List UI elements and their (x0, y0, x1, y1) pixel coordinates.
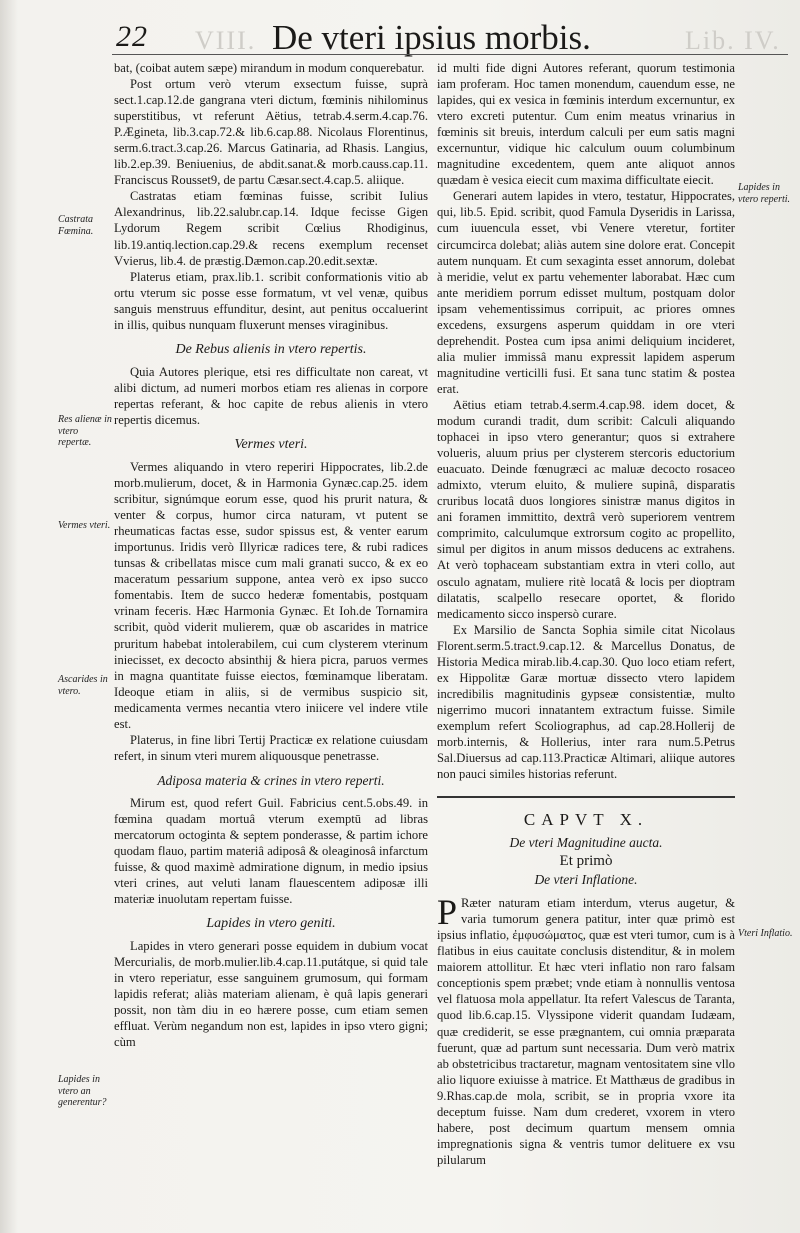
paragraph: bat, (coibat autem sæpe) mirandum in modum conquerebatur. (114, 61, 425, 75)
chapter-label: CAPVT X. (523, 810, 649, 830)
paragraph: id multi fide digni Autores referant, quorum testimonia iam proferam. Hoc tamen monendum, cauendum esse, ne lapides, qui ex vesica in fœminis interdum excernuntur, ex vtero excreti putentur. Cum enim meatus vrinarius in fœminis sit breuis, interdum calculi per eum satis magni excernuntur, vidique hic calculum ouum columbinum magnitudine excedentem, quem ante aliquot annos quædam è vesica eiecit cum maxima difficultate eiecit. (437, 61, 735, 188)
chapter-topic: De vteri Inflatione. (534, 872, 638, 888)
page-number: 22 (116, 20, 148, 53)
section-heading: Lapides in vtero geniti. (206, 916, 336, 932)
left-text-column (114, 60, 428, 1051)
margin-note-castrata: Castrata Fœmina. (58, 214, 94, 237)
paragraph: Platerus etiam, prax.lib.1. scribit conformationis vitio ab ortu vterum sic posse esse formatum, vt vel venæ, quibus sanguis menstruus effunditur, desint, aut penitus occaluerint in illis, quibus nunquam fluxerunt menses viraginibus. (114, 269, 428, 332)
paragraph: Post ortum verò vterum exsectum fuisse, suprà sect.1.cap.12.de gangrana vteri dictum, fœminis nihilominus superstitibus, vt referunt Aëtius, tetrab.4.serm.4.cap.76. P.Ægineta, lib.3.cap.72.& lib.6.cap.88. Nicolaus Florentinus, serm.6.tract.3.cap.26. Marcus Gatinaria, ad Rhasis. Langius, lib.2.ep.39. Beniuenius, de abdit.sanat.& morb.causs.cap.11. Franciscus Rousset9, de partu Cæsar.sect.4.cap.5. aliique. (114, 77, 428, 188)
paragraph-text: Ræter naturam etiam interdum, vterus augetur, & varia tumorum genera patitur, inter quæ primò est ipsius inflatio, ἐμφυσώματος, quæ est vteri tumor, cum is à flatibus in eius cauitate conclusis distenditur, & in molem maiorem attollitur. Et hæc vteri inflatio non raro falsam conceptionis spem præbet; vnde etiam à nonnullis ventosa vel flatuosa mola appellatur. Ita refert Valescus de Taranta, quod lib.6.cap.15. Vlyssipone viderit quandam Iudæam, quæ crediderit, se esse prægnantem, cui omnia præparata fuerunt, quæ ad partum sunt necessaria. Dum verò matrix ab obstetricibus tractaretur, magnam ventositatem sine vllo alio liquore exiuisse à matrice. Et Matthæus de gradibus in 9.Rhas.cap.de mola, scribit, se in propria vxore ita deceptum fuisse. Nam dum crederet, vxorem in vtero habere, post decimum quartum mensem omnia impregnationis signa & ventris tumor delituere ex vsu pilularum (437, 896, 735, 1167)
chapter-heading (437, 796, 735, 889)
paragraph: Lapides in vtero generari posse equidem in dubium vocat Mercurialis, de morb.mulier.lib.4.cap.11.putátque, si quid tale in vtero reperiatur, esse sanguinem grumosum, qui formam lapidis referat; aliàs materiam alienam, è quâ lapis generari possit, non tàm diu in eo hærere posse, cum etiam semen effluat. Verùm negandum non est, lapides in ipso vtero gigni; cùm (114, 939, 428, 1050)
chapter-first: Et primò (559, 853, 613, 870)
margin-note-res-alienae: Res alienæ in vtero repertæ. (58, 414, 112, 448)
paragraph (437, 892, 735, 1168)
running-title: De vteri ipsius morbis. (272, 18, 591, 57)
right-text-column (437, 60, 735, 1168)
margin-note-lapides-reperti: Lapides in vtero reperti. (738, 182, 791, 205)
paragraph: Ex Marsilio de Sancta Sophia simile citat Nicolaus Florent.serm.5.tract.9.cap.12. & Marcellus Donatus, de Historia Medica mirab.lib.4.cap.30. Quo loco etiam refert, ex Hippolitæ Garæ mortuæ dissecto vtero lapidem incredibilis magnitudinis gypseæ consistentiæ, multo nigerrimo mucori innatantem extractum fuisse. Simile exemplum refert Scoliographus, ad cap.28.Hollerij de morb.internis, & Hollerius, inter rara num.5.Petrus Sal.Diuersus ad cap.113.Practicæ Altimari, aliique autores non pauci similes historias referunt. (437, 622, 735, 782)
paragraph: Castratas etiam fœminas fuisse, scribit Iulius Alexandrinus, lib.22.salubr.cap.14. Idque fecisse Gigen Lydorum Regem scribit Cœlius Rhodiginus, lib.19.antiq.lection.cap.29.& recens exemplum recenset Vvierus, lib.4. de præstig.Dæmon.cap.20.edit.sextæ. (114, 189, 428, 268)
drop-cap: P (437, 892, 458, 933)
margin-note-vermes: Vermes vteri. (58, 520, 111, 531)
paragraph: Vermes aliquando in vtero reperiri Hippocrates, lib.2.de morb.mulierum, docet, & in Harmonia Gynæc.cap.25. idem scribitur, signúmque eorum esse, quod his prurit natura, & venter & corpus, humor circa naturam, vt putent se rheumaticas factas esse, sudor spissus est, & venter earum importunus. Iridis verò Illyricæ radices tere, & rubi radices tunsas & cribellatas misce cum mali granati succo, & ex eo maceratum pessarium suppone, antea verò ex ipso succo fomentabis. Item de succo hederæ fomentabis, postquam vrinam feceris. Hæc Harmonia Gynæc. Et Ioh.de Tornamira scribit, quòd viderit mulierem, quæ ob ascarides in matrice pruritum habebat intolerabilem, cui cum clysterem vterinum iniecisset, ex decocto absinthij & hiera picra, paruos vermes in magna quantitate fuisse eiectos, fœminamque liberatam. Ideoque etiam in aliis, si de vermibus suspicio sit, medicamenta vermes necantia vtero iniicere vel indere vtile est. (114, 459, 428, 731)
chapter-subtitle: De vteri Magnitudine aucta. (509, 835, 663, 851)
paragraph: Aëtius etiam tetrab.4.serm.4.cap.98. idem docet, & modum curandi tradit, dum scribit: Calculi aliquando tophacei in ipso vtero generantur; quos si extrahere volueris, aluum prius per clysterem stercoris eductorium euacuato. Deinde fœnugræci ac maluæ decocto rosaceo admixto, vterum eluito, & muliere supinâ, disparatis cruribus locatâ duos longiores sinistræ manus digitos in ani foramen immittito, dextrâ verò superiorem ventrem comprimito, calculumque extrorsum cogito ac propellito, simul per digitos in anum missos deducens ac extrahens. At verò tophaceam substantiam extra in vteri collo, aut osculo agnatam, muliere ritè locatâ & locis per dioptram dilatatis, scalpello resecare oportet, & florido medicamento sicco inspersò curare. (437, 397, 735, 621)
margin-note-ascarides: Ascarides in vtero. (58, 674, 108, 697)
section-heading: Adiposa materia & crines in vtero reperti. (157, 772, 385, 788)
bleed-through-text: Lib. IV. (685, 26, 781, 55)
section-heading: Vermes vteri. (234, 436, 308, 452)
header-rule (112, 54, 788, 55)
margin-note-inflatio: Vteri Inflatio. (738, 928, 793, 939)
margin-note-lapides-an: Lapides in vtero an generentur? (58, 1074, 107, 1108)
paragraph: Mirum est, quod refert Guil. Fabricius cent.5.obs.49. in fœmina quadam mortuâ vterum exemptū ad libras mercatorum octoginta & septem ponderasse, & partim ichore quodam flauo, partim materiâ adiposâ & oleaginosâ infarctum fuisse, & quod maximè admiratione dignum, in medio ipsius vteri crines, aut veluti lanam flauescentem adiposæ illi materiæ inuolutam repertam fuisse. (114, 795, 428, 907)
paragraph: Quia Autores plerique, etsi res difficultate non careat, vt alibi dictum, ad numeri morbos etiam res alienas in corpore repertas referant, & hoc capite de rebus alienis in vtero repertis dicemus. (114, 364, 428, 427)
section-heading: De Rebus alienis in vtero repertis. (175, 341, 367, 357)
paragraph: Generari autem lapides in vtero, testatur, Hippocrates, qui, lib.5. Epid. scribit, quod Famula Dyseridis in Larissa, cum iuuencula esset, vbi Venere vteretur, fortiter circumcirca dolebat; aliàs autem sine dolore erat. Concepit autem nunquam. Et cum sexaginta esset annorum, dolebat à meridie, velut ex partu vehementer laborabat. Hæc cum ante meridiem porrum edisset multum, postquam dolor ipsam vehementissimus corripuit, ac priores omnes excedens, exsurgens asperum quiddam in ore vteri deprehendit. Postea cum ipsa animi deliquium incideret, alia mulier immissâ manu expressit lapidem asperum magnitudine verticilli fusi. Et sana tunc statim & postea erat. (437, 189, 735, 396)
bleed-through-text: VIII. (195, 26, 257, 55)
paragraph: Platerus, in fine libri Tertij Practicæ ex relatione cuiusdam refert, in sinum vteri murem aliquousque penetrasse. (114, 732, 428, 763)
